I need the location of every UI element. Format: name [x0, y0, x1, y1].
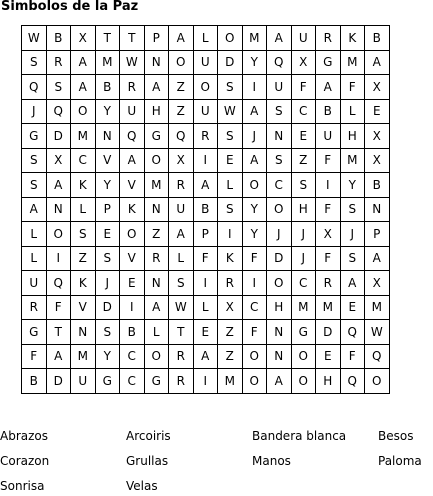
grid-cell[interactable]: Z — [169, 75, 194, 100]
grid-cell[interactable]: Q — [169, 124, 194, 149]
grid-cell[interactable]: X — [46, 148, 71, 173]
grid-cell[interactable]: Q — [365, 344, 390, 369]
grid-cell[interactable]: S — [22, 50, 47, 75]
grid-cell[interactable]: Y — [242, 50, 267, 75]
letter-grid — [21, 25, 390, 394]
grid-cell[interactable]: Q — [46, 99, 71, 124]
grid-cell[interactable]: M — [95, 50, 120, 75]
grid-cell[interactable]: P — [365, 222, 390, 247]
grid-row — [22, 197, 390, 222]
grid-cell[interactable]: E — [95, 222, 120, 247]
grid-cell[interactable]: F — [46, 295, 71, 320]
grid-cell[interactable]: U — [71, 369, 96, 394]
grid-cell[interactable]: W — [120, 50, 145, 75]
grid-cell[interactable]: X — [291, 50, 316, 75]
grid-cell[interactable]: S — [218, 197, 243, 222]
grid-cell[interactable]: N — [144, 50, 169, 75]
grid-cell[interactable]: N — [267, 124, 292, 149]
grid-cell[interactable]: K — [340, 26, 365, 51]
grid-cell[interactable]: F — [242, 246, 267, 271]
grid-cell[interactable]: E — [316, 344, 341, 369]
grid-cell[interactable]: P — [144, 26, 169, 51]
grid-cell[interactable]: R — [144, 246, 169, 271]
grid-cell[interactable]: R — [316, 271, 341, 296]
grid-row — [22, 173, 390, 198]
grid-cell[interactable]: B — [365, 26, 390, 51]
grid-cell[interactable]: O — [193, 75, 218, 100]
grid-cell[interactable]: T — [46, 320, 71, 345]
grid-cell[interactable]: R — [193, 124, 218, 149]
grid-cell[interactable]: E — [218, 148, 243, 173]
grid-cell[interactable]: S — [169, 271, 194, 296]
grid-cell[interactable]: G — [22, 320, 47, 345]
grid-cell[interactable]: N — [267, 320, 292, 345]
grid-cell[interactable]: Y — [95, 173, 120, 198]
grid-cell[interactable]: S — [46, 75, 71, 100]
grid-cell[interactable]: I — [242, 75, 267, 100]
grid-cell[interactable]: B — [95, 75, 120, 100]
grid-cell[interactable]: S — [95, 320, 120, 345]
grid-cell[interactable]: A — [144, 75, 169, 100]
grid-cell[interactable]: K — [71, 173, 96, 198]
grid-cell[interactable]: R — [46, 50, 71, 75]
grid-cell[interactable]: A — [267, 369, 292, 394]
grid-cell[interactable]: S — [95, 246, 120, 271]
grid-cell[interactable]: O — [242, 173, 267, 198]
grid-cell[interactable]: L — [218, 173, 243, 198]
grid-cell[interactable]: W — [218, 99, 243, 124]
grid-cell[interactable]: L — [340, 99, 365, 124]
grid-cell[interactable]: Q — [22, 75, 47, 100]
grid-cell[interactable]: D — [316, 320, 341, 345]
grid-cell[interactable]: B — [22, 369, 47, 394]
word-list-item: Velas — [126, 479, 158, 493]
word-list-item: Abrazos — [0, 429, 49, 443]
grid-cell[interactable]: Z — [144, 222, 169, 247]
grid-row — [22, 271, 390, 296]
grid-cell[interactable]: O — [169, 50, 194, 75]
grid-cell[interactable]: M — [316, 295, 341, 320]
grid-cell[interactable]: L — [144, 320, 169, 345]
grid-cell[interactable]: U — [193, 50, 218, 75]
grid-cell[interactable]: H — [267, 295, 292, 320]
grid-cell[interactable]: K — [218, 246, 243, 271]
grid-cell[interactable]: L — [71, 197, 96, 222]
grid-cell[interactable]: S — [267, 148, 292, 173]
word-list-item: Corazon — [0, 454, 50, 468]
grid-cell[interactable]: D — [218, 50, 243, 75]
grid-cell[interactable]: G — [144, 369, 169, 394]
grid-row — [22, 246, 390, 271]
grid-cell[interactable]: L — [22, 222, 47, 247]
grid-cell[interactable]: A — [169, 222, 194, 247]
grid-cell[interactable]: E — [365, 99, 390, 124]
grid-cell[interactable]: N — [95, 124, 120, 149]
grid-cell[interactable]: B — [193, 197, 218, 222]
grid-cell[interactable]: N — [267, 344, 292, 369]
grid-cell[interactable]: Z — [169, 99, 194, 124]
grid-cell[interactable]: U — [267, 75, 292, 100]
grid-cell[interactable]: O — [120, 222, 145, 247]
grid-cell[interactable]: B — [365, 173, 390, 198]
grid-cell[interactable]: C — [291, 99, 316, 124]
grid-cell[interactable]: M — [291, 295, 316, 320]
word-list-item: Paloma — [378, 454, 422, 468]
grid-cell[interactable]: C — [291, 271, 316, 296]
grid-cell[interactable]: J — [291, 222, 316, 247]
grid-cell[interactable]: F — [316, 197, 341, 222]
grid-cell[interactable]: Q — [46, 271, 71, 296]
grid-cell[interactable]: Z — [71, 246, 96, 271]
grid-cell[interactable]: T — [95, 26, 120, 51]
grid-cell[interactable]: Q — [340, 320, 365, 345]
grid-cell[interactable]: M — [71, 344, 96, 369]
grid-cell[interactable]: A — [242, 99, 267, 124]
grid-cell[interactable]: F — [340, 344, 365, 369]
word-list-item: Manos — [252, 454, 291, 468]
grid-cell[interactable]: X — [365, 148, 390, 173]
grid-row — [22, 369, 390, 394]
grid-cell[interactable]: M — [218, 369, 243, 394]
grid-cell[interactable]: R — [22, 295, 47, 320]
grid-cell[interactable]: S — [340, 197, 365, 222]
grid-cell[interactable]: F — [22, 344, 47, 369]
grid-cell[interactable]: J — [242, 124, 267, 149]
grid-cell[interactable]: I — [193, 271, 218, 296]
grid-cell[interactable]: U — [120, 99, 145, 124]
grid-cell[interactable]: V — [71, 295, 96, 320]
grid-row — [22, 26, 390, 51]
grid-cell[interactable]: A — [22, 197, 47, 222]
grid-row — [22, 50, 390, 75]
grid-cell[interactable]: X — [169, 148, 194, 173]
grid-cell[interactable]: R — [169, 369, 194, 394]
grid-cell[interactable]: U — [316, 124, 341, 149]
grid-cell[interactable]: N — [46, 197, 71, 222]
grid-row — [22, 148, 390, 173]
grid-cell[interactable]: C — [120, 344, 145, 369]
grid-cell[interactable]: I — [193, 369, 218, 394]
grid-cell[interactable]: C — [71, 148, 96, 173]
grid-cell[interactable]: Z — [291, 148, 316, 173]
grid-cell[interactable]: D — [267, 246, 292, 271]
grid-cell[interactable]: W — [22, 26, 47, 51]
grid-cell[interactable]: W — [169, 295, 194, 320]
grid-cell[interactable]: Y — [340, 173, 365, 198]
grid-cell[interactable]: H — [340, 124, 365, 149]
grid-cell[interactable]: P — [193, 222, 218, 247]
grid-cell[interactable]: Y — [95, 99, 120, 124]
grid-cell[interactable]: O — [267, 197, 292, 222]
grid-cell[interactable]: J — [291, 246, 316, 271]
grid-cell[interactable]: L — [193, 295, 218, 320]
grid-cell[interactable]: M — [242, 26, 267, 51]
grid-cell[interactable]: R — [316, 26, 341, 51]
grid-cell[interactable]: C — [267, 173, 292, 198]
grid-cell[interactable]: C — [120, 369, 145, 394]
grid-cell[interactable]: I — [242, 271, 267, 296]
grid-cell[interactable]: O — [242, 369, 267, 394]
grid-cell[interactable]: R — [169, 173, 194, 198]
grid-cell[interactable]: S — [267, 99, 292, 124]
grid-cell[interactable]: G — [291, 320, 316, 345]
grid-cell[interactable]: A — [46, 173, 71, 198]
grid-cell[interactable]: L — [193, 26, 218, 51]
grid-cell[interactable]: A — [365, 246, 390, 271]
grid-cell[interactable]: E — [291, 124, 316, 149]
grid-cell[interactable]: C — [242, 295, 267, 320]
grid-cell[interactable]: O — [365, 369, 390, 394]
grid-cell[interactable]: I — [316, 173, 341, 198]
grid-cell[interactable]: Y — [242, 197, 267, 222]
grid-cell[interactable]: J — [267, 222, 292, 247]
grid-cell[interactable]: N — [365, 197, 390, 222]
grid-cell[interactable]: L — [22, 246, 47, 271]
grid-cell[interactable]: O — [267, 271, 292, 296]
grid-cell[interactable]: S — [71, 222, 96, 247]
grid-cell[interactable]: H — [291, 197, 316, 222]
grid-cell[interactable]: J — [340, 222, 365, 247]
grid-cell[interactable]: F — [193, 246, 218, 271]
grid-cell[interactable]: U — [193, 99, 218, 124]
grid-cell[interactable]: E — [120, 271, 145, 296]
grid-cell[interactable]: O — [144, 344, 169, 369]
grid-cell[interactable]: A — [340, 271, 365, 296]
grid-row — [22, 124, 390, 149]
grid-cell[interactable]: R — [169, 344, 194, 369]
grid-cell[interactable]: Q — [340, 369, 365, 394]
grid-cell[interactable]: K — [71, 271, 96, 296]
grid-cell[interactable]: T — [120, 26, 145, 51]
word-list-item: Bandera blanca — [252, 429, 347, 443]
grid-cell[interactable]: O — [242, 344, 267, 369]
grid-cell[interactable]: V — [120, 173, 145, 198]
grid-row — [22, 320, 390, 345]
grid-cell[interactable]: X — [365, 75, 390, 100]
grid-cell[interactable]: A — [46, 344, 71, 369]
grid-cell[interactable]: B — [46, 26, 71, 51]
grid-cell[interactable]: M — [340, 148, 365, 173]
grid-cell[interactable]: A — [144, 295, 169, 320]
grid-cell[interactable]: B — [316, 99, 341, 124]
grid-row — [22, 222, 390, 247]
grid-cell[interactable]: X — [218, 295, 243, 320]
grid-cell[interactable]: S — [218, 124, 243, 149]
grid-cell[interactable]: M — [365, 295, 390, 320]
grid-cell[interactable]: O — [71, 99, 96, 124]
grid-cell[interactable]: O — [291, 344, 316, 369]
grid-cell[interactable]: U — [22, 271, 47, 296]
grid-cell[interactable]: A — [267, 26, 292, 51]
grid-cell[interactable]: E — [193, 320, 218, 345]
grid-cell[interactable]: Z — [218, 320, 243, 345]
grid-cell[interactable]: J — [95, 271, 120, 296]
grid-cell[interactable]: B — [120, 320, 145, 345]
grid-cell[interactable]: F — [291, 75, 316, 100]
word-list-item: Grullas — [126, 454, 169, 468]
grid-cell[interactable]: P — [95, 197, 120, 222]
grid-cell[interactable]: M — [144, 173, 169, 198]
grid-row — [22, 295, 390, 320]
grid-cell[interactable]: A — [71, 75, 96, 100]
grid-cell[interactable]: Q — [267, 50, 292, 75]
grid-cell[interactable]: F — [316, 148, 341, 173]
word-list-item: Arcoiris — [126, 429, 171, 443]
grid-cell[interactable]: K — [120, 197, 145, 222]
grid-cell[interactable]: Z — [218, 344, 243, 369]
grid-cell[interactable]: Y — [242, 222, 267, 247]
grid-cell[interactable]: X — [71, 26, 96, 51]
grid-cell[interactable]: D — [46, 124, 71, 149]
grid-cell[interactable]: R — [120, 75, 145, 100]
grid-cell[interactable]: R — [218, 271, 243, 296]
grid-cell[interactable]: M — [71, 124, 96, 149]
grid-cell[interactable]: V — [120, 246, 145, 271]
word-list-item: Besos — [378, 429, 414, 443]
grid-cell[interactable]: O — [218, 26, 243, 51]
grid-cell[interactable]: U — [291, 26, 316, 51]
grid-cell[interactable]: G — [316, 50, 341, 75]
grid-cell[interactable]: N — [144, 271, 169, 296]
grid-cell[interactable]: N — [144, 197, 169, 222]
grid-cell[interactable]: X — [365, 271, 390, 296]
grid-cell[interactable]: X — [316, 222, 341, 247]
grid-cell[interactable]: D — [46, 369, 71, 394]
word-list-item: Sonrisa — [0, 479, 45, 493]
grid-cell[interactable]: I — [120, 295, 145, 320]
grid-cell[interactable]: A — [71, 50, 96, 75]
grid-cell[interactable]: Q — [120, 124, 145, 149]
grid-cell[interactable]: A — [169, 26, 194, 51]
grid-cell[interactable]: H — [144, 99, 169, 124]
grid-cell[interactable]: A — [316, 75, 341, 100]
grid-cell[interactable]: D — [95, 295, 120, 320]
grid-cell[interactable]: G — [144, 124, 169, 149]
grid-cell[interactable]: I — [193, 148, 218, 173]
grid-cell[interactable]: W — [365, 320, 390, 345]
grid-cell[interactable]: O — [291, 369, 316, 394]
grid-cell[interactable]: S — [291, 173, 316, 198]
grid-cell[interactable]: N — [71, 320, 96, 345]
grid-cell[interactable]: S — [340, 246, 365, 271]
puzzle-title: Simbolos de la Paz — [1, 0, 139, 14]
grid-cell[interactable]: G — [95, 369, 120, 394]
grid-row — [22, 99, 390, 124]
grid-cell[interactable]: A — [365, 50, 390, 75]
grid-cell[interactable]: U — [169, 197, 194, 222]
grid-cell[interactable]: F — [242, 320, 267, 345]
grid-cell[interactable]: V — [95, 148, 120, 173]
grid-cell[interactable]: H — [316, 369, 341, 394]
grid-cell[interactable]: F — [340, 75, 365, 100]
grid-cell[interactable]: E — [340, 295, 365, 320]
grid-cell[interactable]: T — [169, 320, 194, 345]
grid-cell[interactable]: M — [340, 50, 365, 75]
grid-cell[interactable]: O — [46, 222, 71, 247]
grid-cell[interactable]: J — [22, 99, 47, 124]
grid-cell[interactable]: I — [46, 246, 71, 271]
grid-cell[interactable]: G — [22, 124, 47, 149]
grid-cell[interactable]: A — [120, 148, 145, 173]
grid-cell[interactable]: O — [144, 148, 169, 173]
grid-cell[interactable]: A — [193, 173, 218, 198]
grid-cell[interactable]: I — [218, 222, 243, 247]
grid-cell[interactable]: S — [218, 75, 243, 100]
grid-cell[interactable]: A — [242, 148, 267, 173]
grid-row — [22, 75, 390, 100]
grid-cell[interactable]: Y — [95, 344, 120, 369]
grid-cell[interactable]: X — [365, 124, 390, 149]
grid-cell[interactable]: F — [316, 246, 341, 271]
grid-cell[interactable]: S — [22, 148, 47, 173]
grid-cell[interactable]: A — [193, 344, 218, 369]
grid-cell[interactable]: S — [22, 173, 47, 198]
grid-row — [22, 344, 390, 369]
grid-cell[interactable]: L — [169, 246, 194, 271]
